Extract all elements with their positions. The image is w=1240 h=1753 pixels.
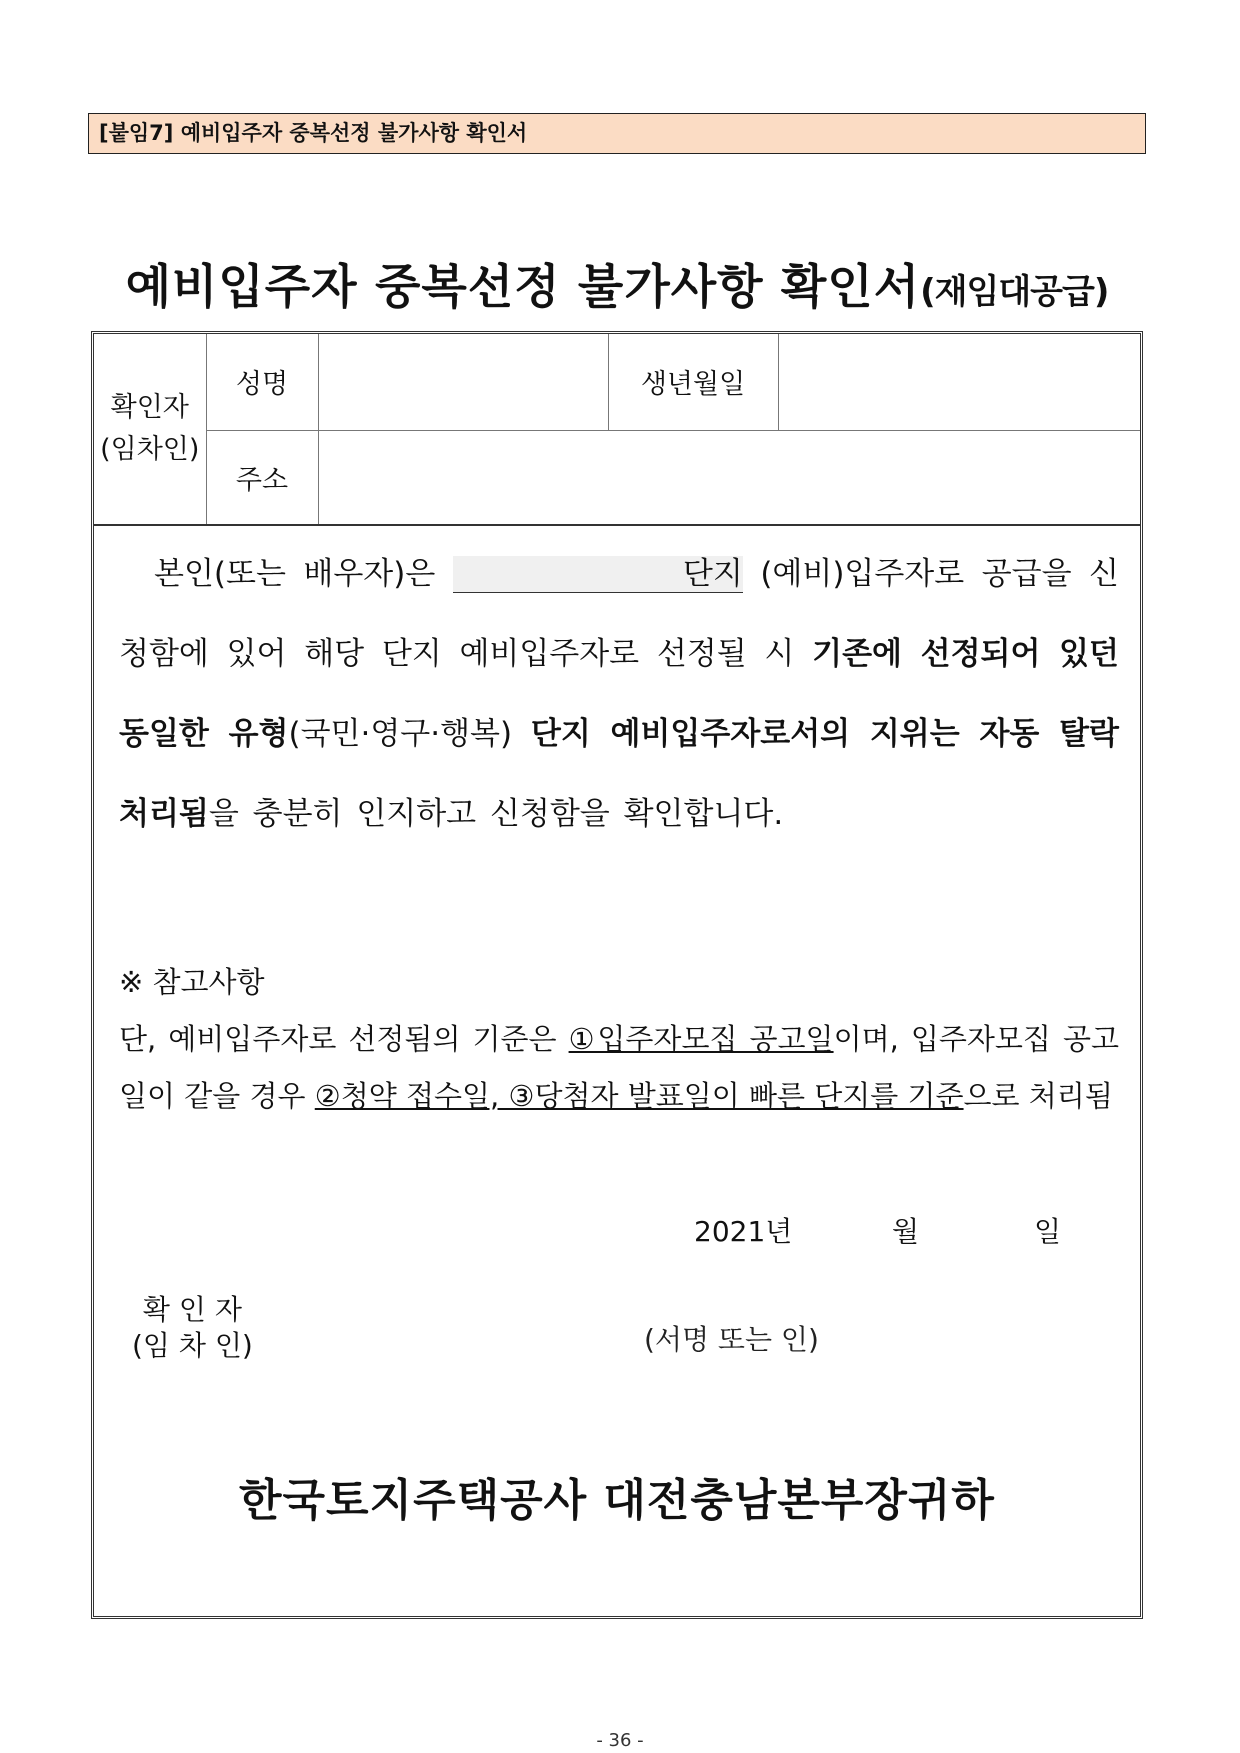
statement-bold-1: 기존에 선정되어 있던 동일한 유형 — [119, 636, 1119, 752]
address-label: 주소 — [206, 430, 318, 524]
statement-bold-2: 단지 예비입주자로서의 지위는 자동 탈락 처리됨 — [119, 716, 1119, 832]
name-label: 성명 — [206, 334, 318, 430]
statement-part-2: (예비)입주자로 공급을 신청함에 있어 해당 단지 예비입주자로 선정될 시 — [119, 556, 1119, 672]
statement-paragraph — [119, 534, 1119, 854]
reference-text-3: 으로 처리됨 — [963, 1079, 1113, 1113]
confirmer-info-table — [94, 334, 1140, 525]
statement-part-1: 본인(또는 배우자)은 — [154, 556, 436, 592]
signature-field[interactable]: (서명 또는 인) — [644, 1323, 819, 1356]
reference-text-1: 단, 예비입주자로 선정됨의 기준은 — [119, 1022, 569, 1056]
page-number: - 36 - — [596, 1730, 644, 1751]
complex-name-field[interactable] — [453, 556, 743, 593]
birth-field[interactable] — [778, 334, 1140, 430]
statement-part-3: (국민·영구·행복) — [288, 716, 513, 752]
document-title — [88, 250, 1146, 317]
confirmer-label-cell — [94, 334, 206, 524]
date-year: 2021년 — [694, 1215, 793, 1248]
complex-suffix: 단지 — [682, 556, 743, 592]
date-day[interactable]: 일 — [1034, 1215, 1062, 1248]
confirmation-form — [91, 331, 1143, 1619]
signature-confirmer — [132, 1292, 253, 1364]
table-divider — [94, 524, 1140, 526]
reference-underline-1: ①입주자모집 공고일 — [568, 1022, 834, 1056]
confirmer-label: 확인자 — [110, 391, 189, 423]
document-title-sub: (재임대공급) — [920, 272, 1109, 312]
reference-notes — [119, 954, 1119, 1125]
reference-underline-2: ②청약 접수일, ③당첨자 발표일이 빠른 단지를 기준 — [314, 1079, 964, 1113]
reference-heading: ※ 참고사항 — [119, 965, 265, 999]
statement-part-4: 을 충분히 인지하고 신청함을 확인합니다. — [208, 796, 784, 832]
document-title-main: 예비입주자 중복선정 불가사항 확인서 — [125, 260, 921, 315]
birth-label: 생년월일 — [608, 334, 778, 430]
date-month[interactable]: 월 — [892, 1215, 920, 1248]
addressee: 한국토지주택공사 대전충남본부장귀하 — [239, 1475, 995, 1526]
signature-confirmer-label: 확 인 자 — [142, 1293, 242, 1326]
reference-text-2: 이며, 입주자모집 공고일이 같을 경우 — [119, 1022, 1119, 1113]
reference-body — [119, 1011, 1119, 1125]
signature-confirmer-sub: (임 차 인) — [132, 1329, 253, 1362]
address-field[interactable] — [318, 430, 1140, 524]
name-field[interactable] — [318, 334, 608, 430]
attachment-header: [붙임7] 예비입주자 중복선정 불가사항 확인서 — [88, 113, 1146, 154]
confirmer-sub-label: (임차인) — [100, 433, 200, 465]
